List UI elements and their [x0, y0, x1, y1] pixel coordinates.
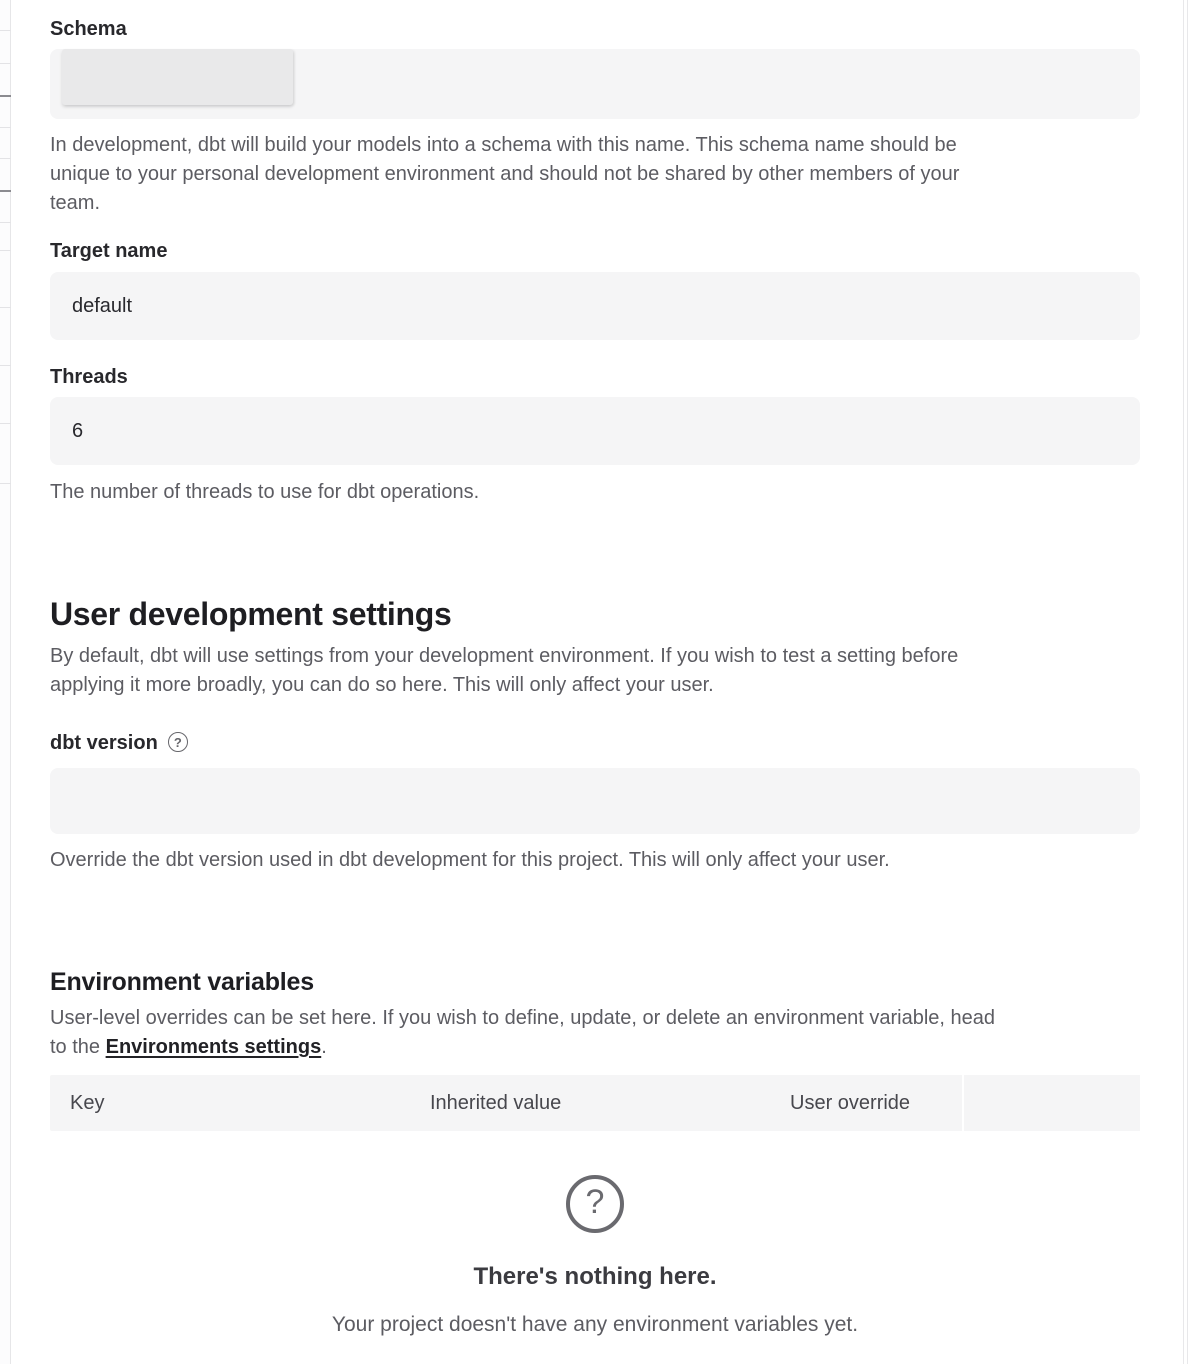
panel-row-divider — [0, 250, 11, 251]
env-vars-empty-state — [50, 1175, 1140, 1338]
environments-settings-link[interactable]: Environments settings — [105, 1036, 322, 1058]
panel-row-divider — [0, 307, 11, 308]
panel-row-divider — [0, 190, 11, 192]
threads-input[interactable] — [50, 397, 1140, 465]
schema-loading-skeleton — [62, 49, 293, 105]
threads-label: Threads — [50, 366, 128, 388]
left-panel-edge — [0, 0, 11, 1364]
dbt-version-label: dbt version — [50, 731, 158, 754]
empty-state-subtitle: Your project doesn't have any environment variables yet. — [331, 1313, 859, 1336]
panel-row-divider — [0, 158, 11, 159]
settings-content — [50, 0, 1140, 1338]
panel-row-divider — [0, 365, 11, 366]
target-name-input[interactable] — [50, 272, 1140, 340]
target-name-label: Target name — [50, 240, 168, 262]
column-header-user-override: User override — [790, 1075, 962, 1131]
threads-help-text: The number of threads to use for dbt operations. — [50, 481, 480, 503]
column-header-inherited-value: Inherited value — [430, 1075, 790, 1131]
user-development-settings-description: By default, dbt will use settings from your development environment. If you wish to test a setting before applying it more broadly, you can do so here. This will only affect your user. — [50, 645, 959, 696]
column-header-actions — [964, 1075, 1140, 1131]
env-description-suffix: . — [321, 1036, 327, 1058]
panel-row-divider — [0, 63, 11, 64]
panel-row-divider — [0, 423, 11, 424]
empty-state-title: There's nothing here. — [473, 1263, 717, 1290]
scrollbar-track[interactable] — [1183, 0, 1188, 1364]
panel-row-divider — [0, 30, 11, 31]
environment-variables-description: User-level overrides can be set here. If you wish to define, update, or delete an environment variable, head to the Environments settings. — [50, 1007, 995, 1058]
schema-label: Schema — [50, 18, 127, 40]
dbt-version-label-row — [50, 731, 1140, 755]
question-circle-icon[interactable]: ? — [168, 732, 188, 752]
panel-row-divider — [0, 222, 11, 223]
panel-row-divider — [0, 127, 11, 128]
panel-row-divider — [0, 483, 11, 484]
dbt-version-input[interactable] — [50, 768, 1140, 834]
env-description-prefix: to the — [50, 1036, 106, 1058]
panel-row-divider — [0, 95, 11, 97]
environment-variables-title: Environment variables — [50, 968, 314, 996]
user-development-settings-title: User development settings — [50, 596, 452, 632]
question-circle-icon: ? — [566, 1175, 624, 1233]
schema-help-text: In development, dbt will build your models into a schema with this name. This schema name should be unique to your personal development environment and should not be shared by other members of your team. — [50, 134, 960, 214]
dbt-version-help-text: Override the dbt version used in dbt development for this project. This will only affect your user. — [50, 849, 890, 871]
env-vars-table-header — [50, 1075, 1140, 1131]
column-header-key: Key — [50, 1075, 430, 1131]
schema-input[interactable] — [50, 49, 1140, 119]
